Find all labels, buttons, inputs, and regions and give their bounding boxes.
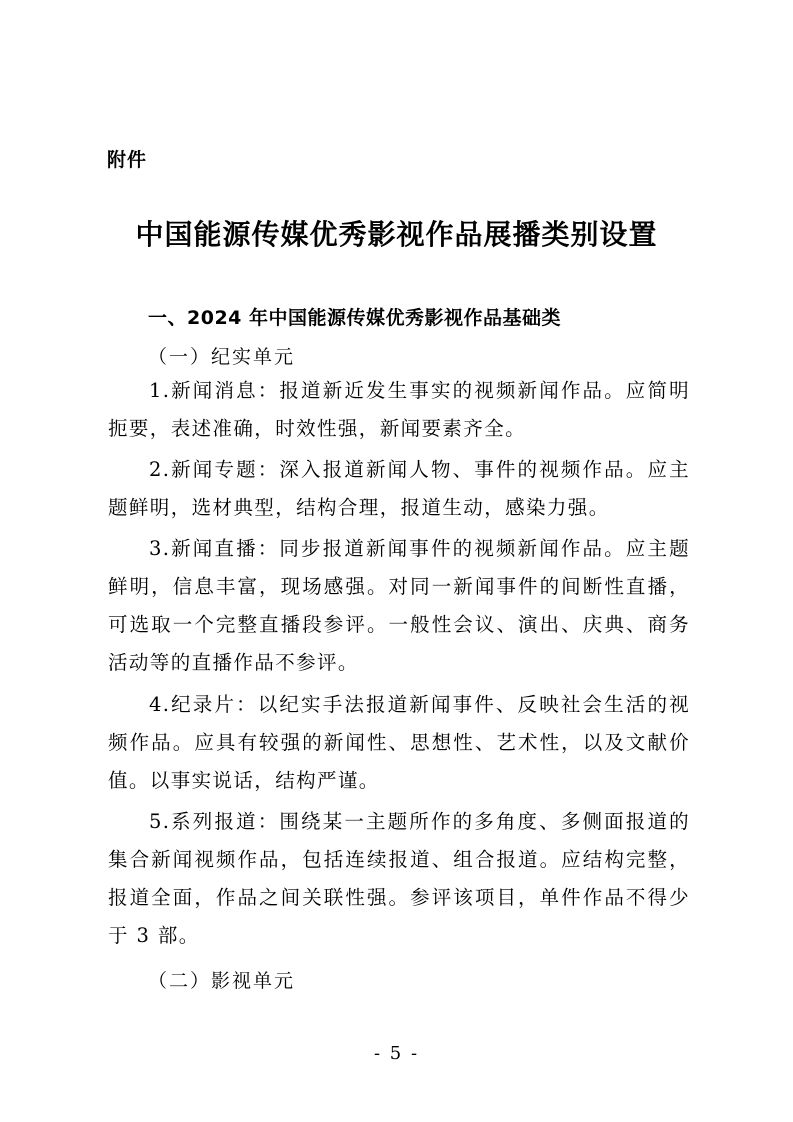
item-news-live: 3.新闻直播：同步报道新闻事件的视频新闻作品。应主题鲜明，信息丰富，现场感强。对同一新闻事件的间断性直播，可选取一个完整直播段参评。一般性会议、演出、庆典、商务活动等的直播作品不参评。: [108, 537, 690, 674]
attachment-label: 附件: [107, 149, 148, 171]
item-series-report: 5.系列报道：围绕某一主题所作的多角度、多侧面报道的集合新闻视频作品，包括连续报道、组合报道。应结构完整，报道全面，作品之间关联性强。参评该项目，单件作品不得少于 3 部。: [108, 810, 690, 947]
document-title: 中国能源传媒优秀影视作品展播类别设置: [135, 218, 658, 251]
page-number: - 5 -: [373, 1043, 420, 1064]
item-documentary: 4.纪录片：以纪实手法报道新闻事件、反映社会生活的视频作品。应具有较强的新闻性、思想性、艺术性，以及文献价值。以事实说话，结构严谨。: [108, 693, 690, 792]
item-news-report: 1.新闻消息：报道新近发生事实的视频新闻作品。应简明扼要，表述准确，时效性强，新闻要素齐全。: [108, 379, 690, 440]
subsection-heading-film: （二）影视单元: [148, 970, 296, 992]
subsection-heading-documentary: （一）纪实单元: [148, 346, 296, 368]
item-news-feature: 2.新闻专题：深入报道新闻人物、事件的视频作品。应主题鲜明，选材典型，结构合理，报道生动，感染力强。: [108, 458, 690, 519]
section-heading-basic: 一、2024 年中国能源传媒优秀影视作品基础类: [148, 307, 561, 329]
